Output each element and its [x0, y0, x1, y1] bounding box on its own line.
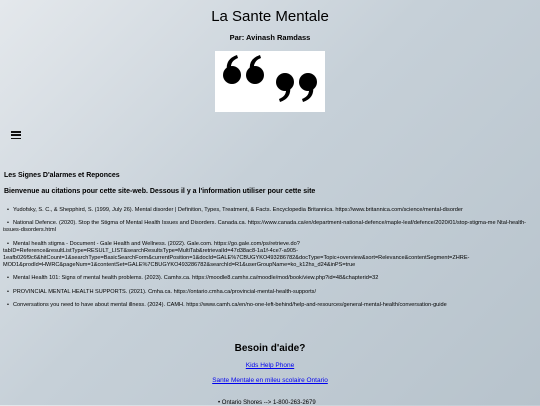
section-heading: Les Signes D'alarmes et Reponces	[4, 172, 120, 179]
reference-item: • Mental health stigma - Document - Gale Health and Wellness. (2022). Gale.com. https://go.gale.com/ps/retrieve.do?tabID=Reference&resultListType=RESULT_LIST&searchResultsType=MultiTab&retrievalId=47d38ac8-1a1f-4ce7-a905-1eafb026f9c6&hitCount=1&searchType=BasicSearchForm&currentPosition=1&docId=GALE%7CBUGYKO493286782&docType=Topic+overview&sort=Relevance&contentSegment=ZHRE-MOD1&prodId=HWRC&pageNum=1&contentSet=GALE%7CBUGYKO493286782&searchId=R1&userGroupName=ko_k12hs_d24&inPS=true	[3, 240, 470, 269]
quote-image	[215, 51, 325, 112]
reference-item: • National Defence. (2020). Stop the Stigma of Mental Health Issues and Disorders. Canada.ca. https://www.canada.ca/en/department-national-defence/maple-leaf/defence/2020/01/stop-stigma-me Ntal-health-issues-disorders.html	[3, 220, 527, 234]
author-byline: Par: Avinash Ramdass	[229, 33, 311, 42]
school-mental-health-link[interactable]: Sante Mentale en mileu scolaire Ontario	[212, 377, 328, 384]
help-heading: Besoin d'aide?	[234, 343, 306, 354]
hamburger-menu-icon[interactable]	[11, 131, 21, 141]
kids-help-phone-link[interactable]: Kids Help Phone	[245, 362, 295, 369]
reference-item: • Conversations you need to have about mental illness. (2024). CAMH. https://www.camh.ca/en/no-one-left-behind/help-and-resources/general-mental-health/conversation-guide	[7, 301, 447, 308]
reference-list	[3, 207, 538, 315]
quotation-marks-icon	[215, 51, 325, 112]
reference-item: • Yudofsky, S. C., & Shepphird, S. (1999, July 26). Mental disorder | Definition, Types, Treatment, & Facts. Encyclopedia Britannica. https://www.britannica.com/science/mental-disorder	[7, 207, 463, 213]
intro-text: Bienvenue au citations pour cette site-web. Dessous il y a l'information utiliser pour cette site	[4, 188, 316, 195]
reference-item: • Mental Health 101: Signs of mental health problems. (2023). Camhx.ca. https://moodle8.camhx.ca/moodle/mod/book/view.php?id=48&chapterid=32	[7, 275, 379, 282]
reference-item: • PROVINCIAL MENTAL HEALTH SUPPORTS. (2021). Cmha.ca. https://ontario.cmha.ca/provincial-mental-health-supports/	[7, 288, 317, 295]
page-title: La Sante Mentale	[211, 8, 329, 25]
phone-list-item: • Ontario Shores --> 1-800-263-2679	[218, 400, 316, 406]
